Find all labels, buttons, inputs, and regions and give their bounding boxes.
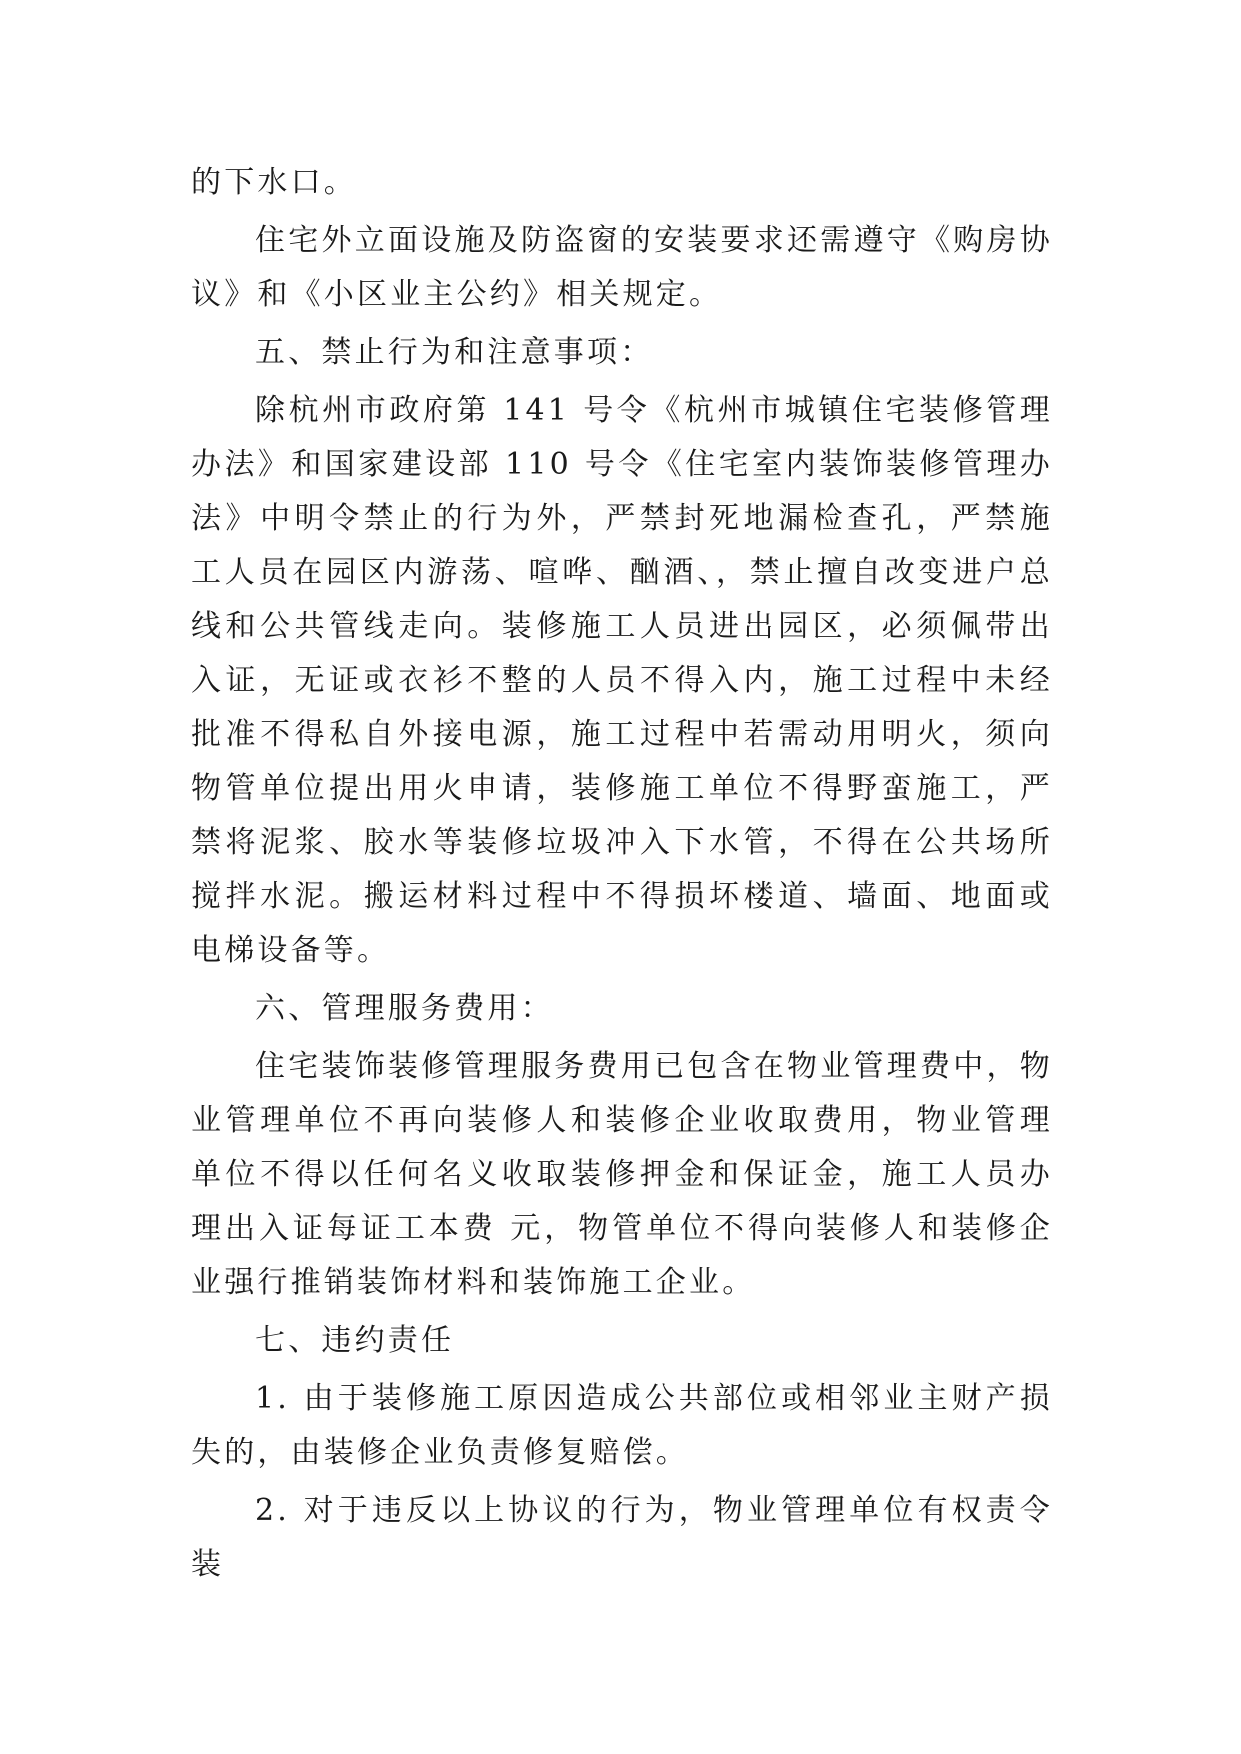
paragraph-prohibited-behaviors: 除杭州市政府第 141 号令《杭州市城镇住宅装修管理办法》和国家建设部 110 号令《住宅室内装饰装修管理办法》中明令禁止的行为外，严禁封死地漏检查孔，严禁施工人员在园区内游荡、喧哗、酗酒、，禁止擅自改变进户总线和公共管线走向。装修施工人员进出园区，必须佩带出入证，无证或衣衫不整的人员不得入内，施工过程中未经批准不得私自外接电源，施工过程中若需动用明火，须向物管单位提出用火申请，装修施工单位不得野蛮施工，严禁将泥浆、胶水等装修垃圾冲入下水管，不得在公共场所搅拌水泥。搬运材料过程中不得损坏楼道、墙面、地面或电梯设备等。 <box>191 393 1053 968</box>
section-heading-fees: 六、管理服务费用： <box>255 991 554 1026</box>
section-heading-prohibited: 五、禁止行为和注意事项： <box>255 335 654 370</box>
paragraph-fees: 住宅装饰装修管理服务费用已包含在物业管理费中，物业管理单位不再向装修人和装修企业收取费用，物业管理单位不得以任何名义收取装修押金和保证金，施工人员办理出入证每证工本费 元，物管单位不得向装修人和装修企业强行推销装饰材料和装饰施工企业。 <box>191 1049 1053 1300</box>
list-item-liability-1: 1. 由于装修施工原因造成公共部位或相邻业主财产损失的，由装修企业负责修复赔偿。 <box>191 1381 1053 1470</box>
document-body <box>191 156 1053 1592</box>
paragraph-continuation: 的下水口。 <box>191 165 357 200</box>
section-heading-liability: 七、违约责任 <box>255 1323 455 1358</box>
list-item-liability-2: 2. 对于违反以上协议的行为，物业管理单位有权责令装 <box>191 1493 1053 1582</box>
paragraph-facade-rules: 住宅外立面设施及防盗窗的安装要求还需遵守《购房协议》和《小区业主公约》相关规定。 <box>191 223 1053 312</box>
